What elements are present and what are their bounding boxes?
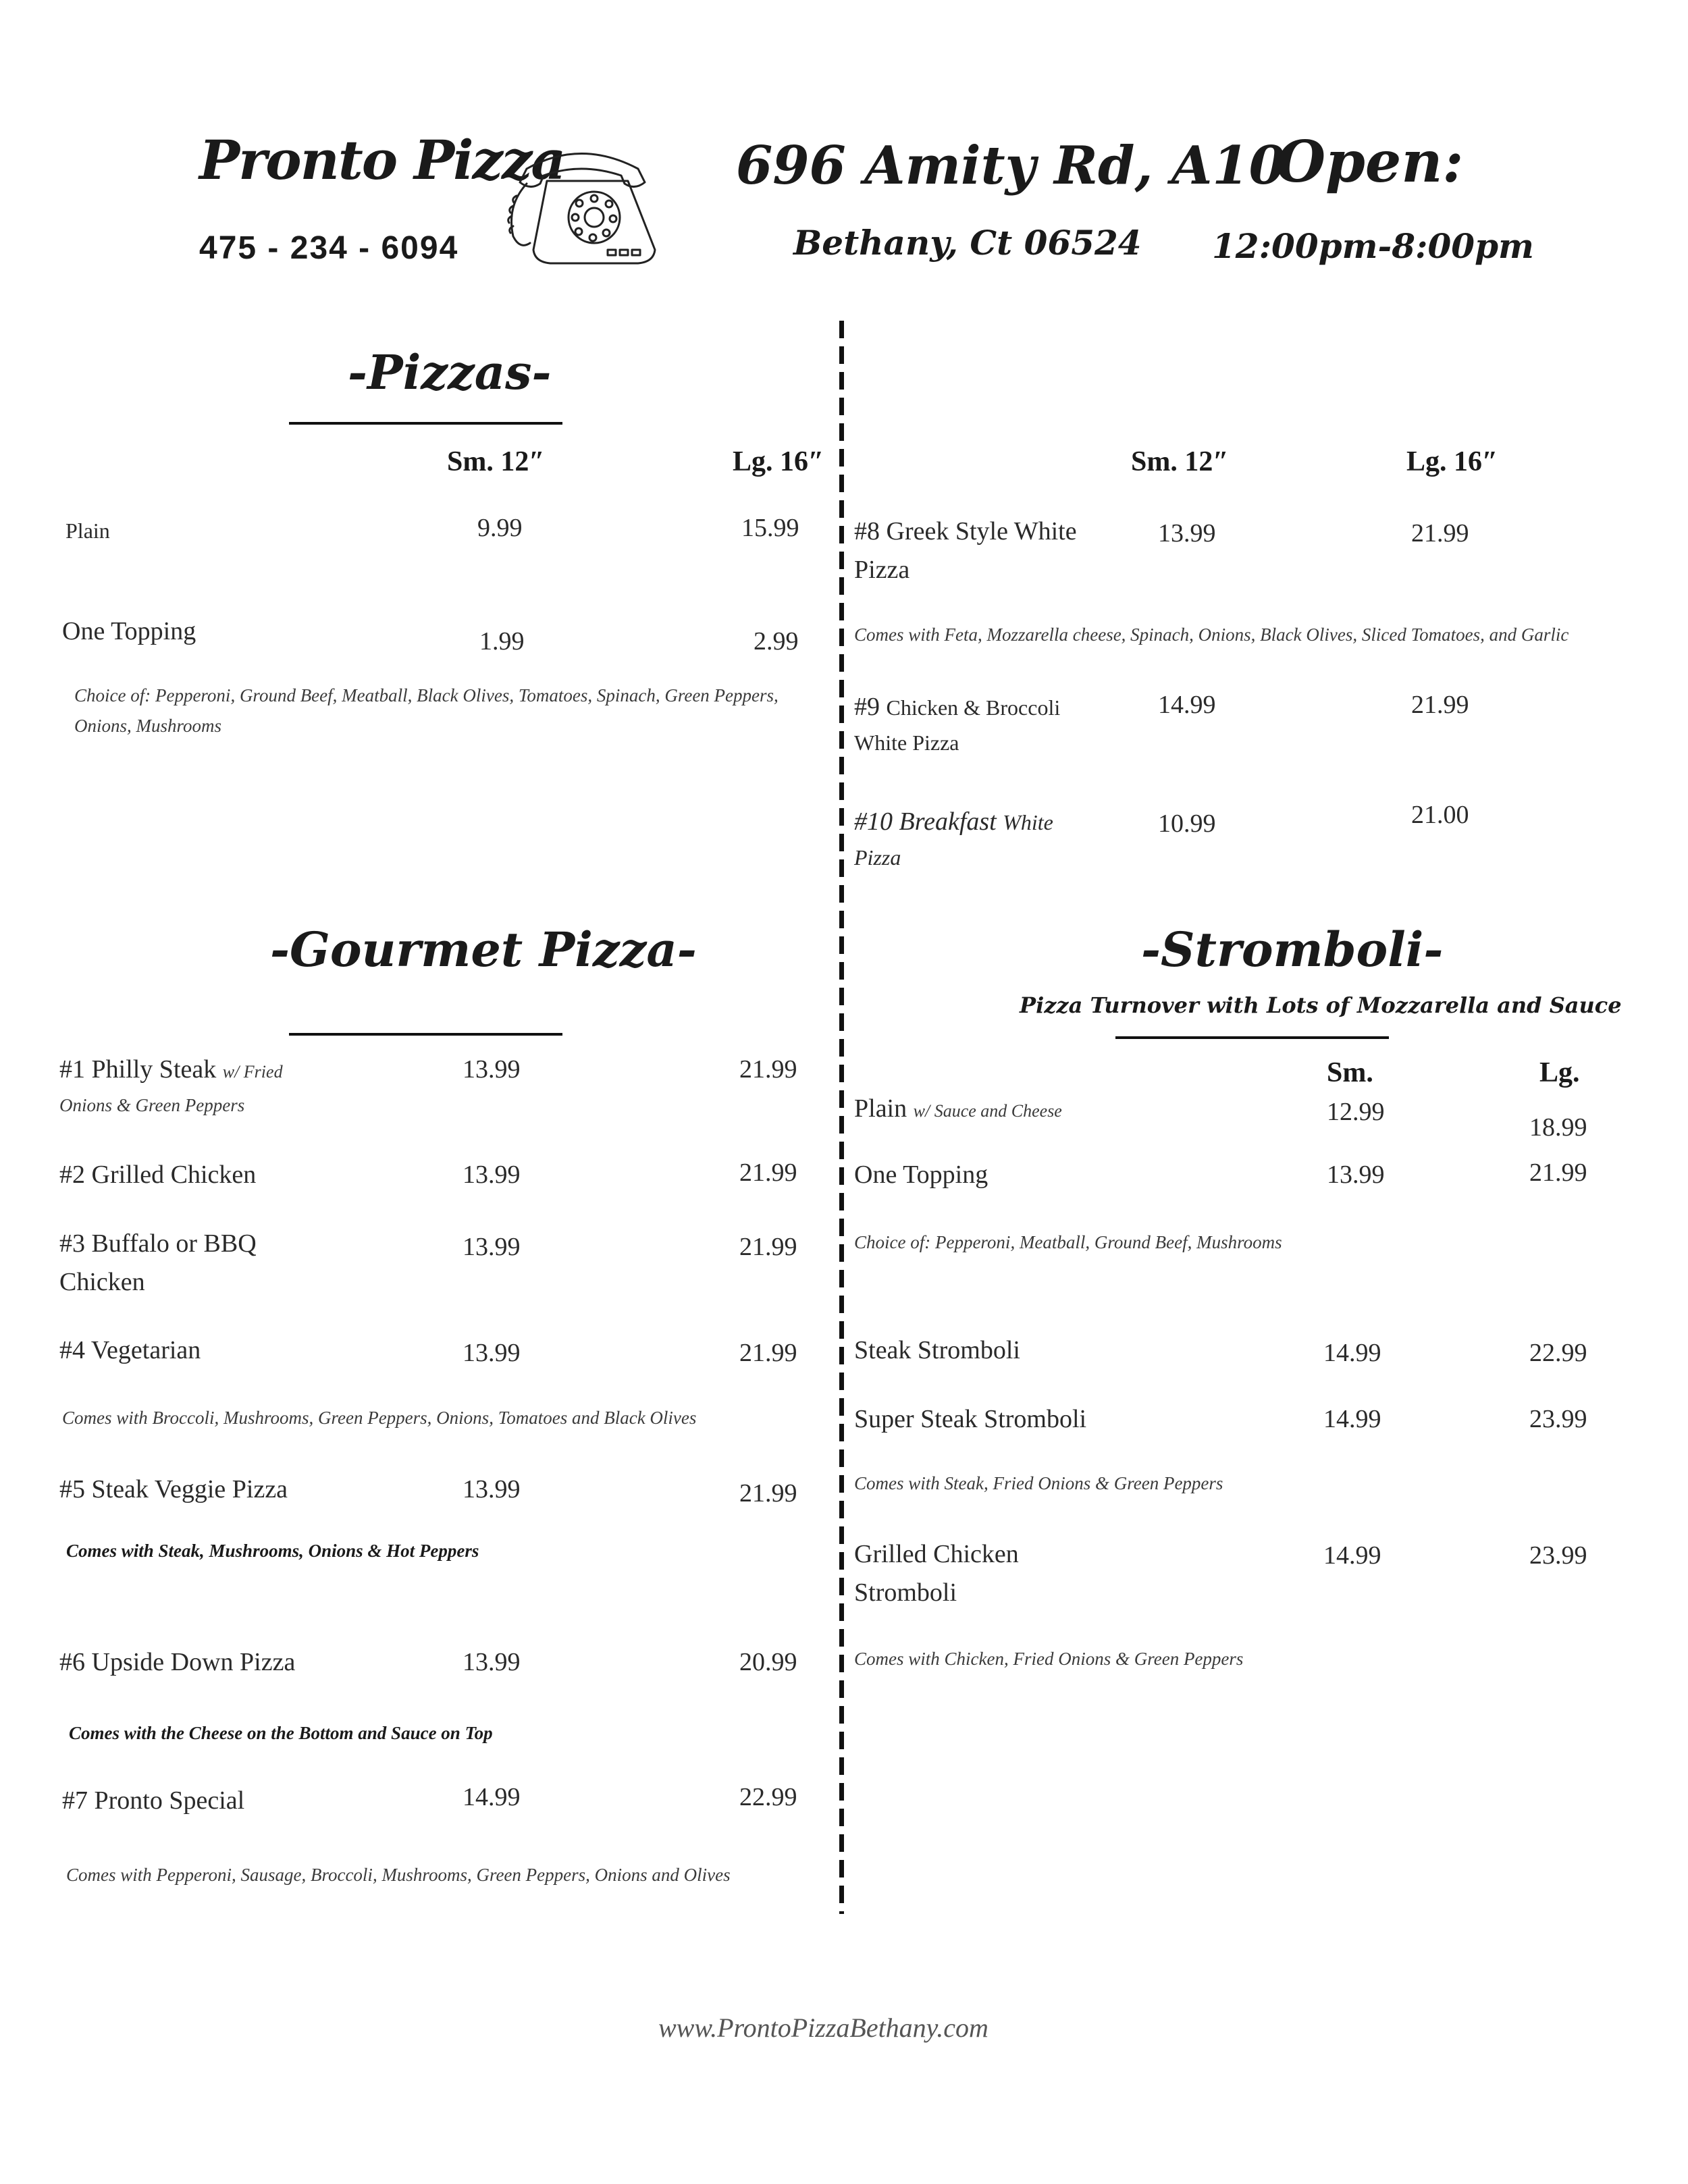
stromboli-col-sm: Sm. (1327, 1057, 1373, 1088)
gourmet-item-3-sm: 13.99 (463, 1233, 521, 1261)
phone-number[interactable]: 475 - 234 - 6094 (199, 230, 459, 266)
stromboli-item-4-lg: 23.99 (1529, 1405, 1587, 1433)
breakfast-name-number: #10 Breakfast (854, 807, 1003, 836)
gourmet-item-5-sm: 13.99 (463, 1475, 521, 1503)
gourmet-item-7-sm: 14.99 (463, 1783, 521, 1811)
greek-lg: 21.99 (1411, 519, 1469, 548)
stromboli-item-4-name: Super Steak Stromboli (854, 1405, 1087, 1433)
gourmet-item-1-inline: w/ Fried (222, 1062, 283, 1082)
stromboli-item-5-lg: 23.99 (1529, 1541, 1587, 1570)
pizza-plain-sm: 9.99 (477, 514, 523, 542)
stromboli-item-5-sm: 14.99 (1323, 1541, 1381, 1570)
pizzas-col-lg: Lg. 16″ (733, 446, 824, 477)
gourmet-item-6-note: Comes with the Cheese on the Bottom and Sauce on Top (69, 1723, 493, 1743)
brand-name: Pronto Pizza (199, 128, 565, 192)
gourmet-item-7-note: Comes with Pepperoni, Sausage, Broccoli, Mushrooms, Green Peppers, Onions and Olives (66, 1865, 731, 1885)
stromboli-title-underline (1115, 1036, 1389, 1039)
chicken-broccoli-name-2: White Pizza (854, 730, 959, 755)
gourmet-item-1-lg: 21.99 (739, 1055, 797, 1084)
gourmet-item-2-sm: 13.99 (463, 1161, 521, 1189)
gourmet-item-5-note: Comes with Steak, Mushrooms, Onions & Hot Peppers (66, 1541, 479, 1561)
gourmet-item-3-name: #3 Buffalo or BBQ (59, 1229, 257, 1258)
gourmet-title: -Gourmet Pizza- (270, 922, 697, 978)
address-line-2: Bethany, Ct 06524 (793, 223, 1142, 263)
breakfast-lg: 21.00 (1411, 801, 1469, 829)
gourmet-item-3-line2: Chicken (59, 1268, 145, 1296)
breakfast-name-text: White (1003, 810, 1053, 834)
stromboli-item-5-note: Comes with Chicken, Fried Onions & Green Peppers (854, 1649, 1244, 1669)
pizza-topping-name: One Topping (62, 617, 196, 645)
chicken-broccoli-lg: 21.99 (1411, 691, 1469, 719)
breakfast-sm: 10.99 (1158, 809, 1216, 838)
stromboli-item-2-name: One Topping (854, 1161, 988, 1189)
greek-name-1: #8 Greek Style White (854, 517, 1077, 545)
pizza-plain-name: Plain (65, 518, 110, 543)
breakfast-name (854, 807, 1053, 836)
website-link[interactable]: www.ProntoPizzaBethany.com (658, 2013, 988, 2043)
pizza-plain-lg: 15.99 (741, 514, 799, 542)
chicken-broccoli-name (854, 692, 1060, 722)
stromboli-item-2-lg: 21.99 (1529, 1158, 1587, 1187)
gourmet-item-1-name (59, 1055, 283, 1084)
gourmet-item-4-name: #4 Vegetarian (59, 1336, 201, 1364)
greek-note: Comes with Feta, Mozzarella cheese, Spinach, Onions, Black Olives, Sliced Tomatoes, and Garlic (854, 624, 1569, 645)
chicken-broccoli-name-number: #9 (854, 693, 887, 721)
stromboli-item-1-title: Plain (854, 1094, 914, 1123)
hours-title: Open: (1276, 128, 1464, 195)
greek-name-2: Pizza (854, 556, 910, 584)
gourmet-item-6-sm: 13.99 (463, 1648, 521, 1676)
gourmet-item-6-lg: 20.99 (739, 1648, 797, 1676)
stromboli-item-5-line2: Stromboli (854, 1578, 957, 1607)
gourmet-item-4-sm: 13.99 (463, 1339, 521, 1367)
rotary-telephone-icon (500, 142, 668, 270)
stromboli-col-lg: Lg. (1539, 1057, 1580, 1088)
gourmet-item-1-sm: 13.99 (463, 1055, 521, 1084)
stromboli-item-5-name: Grilled Chicken (854, 1540, 1019, 1568)
stromboli-item-3-lg: 22.99 (1529, 1339, 1587, 1367)
chicken-broccoli-sm: 14.99 (1158, 691, 1216, 719)
stromboli-item-1-sm: 12.99 (1327, 1098, 1385, 1126)
stromboli-item-1-inline: w/ Sauce and Cheese (913, 1101, 1062, 1121)
stromboli-item-3-name: Steak Stromboli (854, 1336, 1020, 1364)
stromboli-item-1-name (854, 1094, 1062, 1123)
gourmet-item-2-lg: 21.99 (739, 1158, 797, 1187)
pizzas-title: -Pizzas- (348, 344, 552, 400)
pizza-topping-note-1: Choice of: Pepperoni, Ground Beef, Meatball, Black Olives, Tomatoes, Spinach, Green Peppers, (74, 685, 779, 705)
stromboli-item-2-note: Choice of: Pepperoni, Meatball, Ground Beef, Mushrooms (854, 1232, 1282, 1252)
gourmet-item-1-title: #1 Philly Steak (59, 1055, 223, 1084)
stromboli-item-4-note: Comes with Steak, Fried Onions & Green Peppers (854, 1473, 1223, 1493)
white-col-sm: Sm. 12″ (1131, 446, 1229, 477)
stromboli-title: -Stromboli- (1141, 922, 1444, 978)
gourmet-item-4-lg: 21.99 (739, 1339, 797, 1367)
gourmet-item-7-lg: 22.99 (739, 1783, 797, 1811)
stromboli-item-1-lg: 18.99 (1529, 1113, 1587, 1142)
pizza-topping-lg: 2.99 (754, 627, 799, 656)
chicken-broccoli-name-text: Chicken & Broccoli (886, 695, 1061, 720)
stromboli-item-2-sm: 13.99 (1327, 1161, 1385, 1189)
pizza-topping-sm: 1.99 (479, 627, 525, 656)
gourmet-item-6-name: #6 Upside Down Pizza (59, 1648, 296, 1676)
pizza-topping-note-2: Onions, Mushrooms (74, 716, 222, 736)
hours-text: 12:00pm-8:00pm (1212, 226, 1534, 266)
gourmet-item-3-lg: 21.99 (739, 1233, 797, 1261)
column-divider (839, 321, 844, 1914)
gourmet-item-2-name: #2 Grilled Chicken (59, 1161, 257, 1189)
gourmet-item-7-name: #7 Pronto Special (62, 1786, 245, 1815)
stromboli-item-3-sm: 14.99 (1323, 1339, 1381, 1367)
gourmet-item-5-name: #5 Steak Veggie Pizza (59, 1475, 288, 1503)
gourmet-item-1-line2: Onions & Green Peppers (59, 1095, 245, 1115)
gourmet-title-underline (289, 1033, 562, 1036)
gourmet-item-5-lg: 21.99 (739, 1479, 797, 1508)
white-col-lg: Lg. 16″ (1406, 446, 1498, 477)
stromboli-item-4-sm: 14.99 (1323, 1405, 1381, 1433)
gourmet-item-4-note: Comes with Broccoli, Mushrooms, Green Peppers, Onions, Tomatoes and Black Olives (62, 1408, 697, 1428)
breakfast-name-2: Pizza (854, 845, 901, 870)
pizzas-col-sm: Sm. 12″ (447, 446, 545, 477)
greek-sm: 13.99 (1158, 519, 1216, 548)
stromboli-subtitle: Pizza Turnover with Lots of Mozzarella and Sauce (1020, 992, 1622, 1018)
pizzas-title-underline (289, 422, 562, 425)
address-line-1: 696 Amity Rd, A10 (736, 135, 1286, 196)
